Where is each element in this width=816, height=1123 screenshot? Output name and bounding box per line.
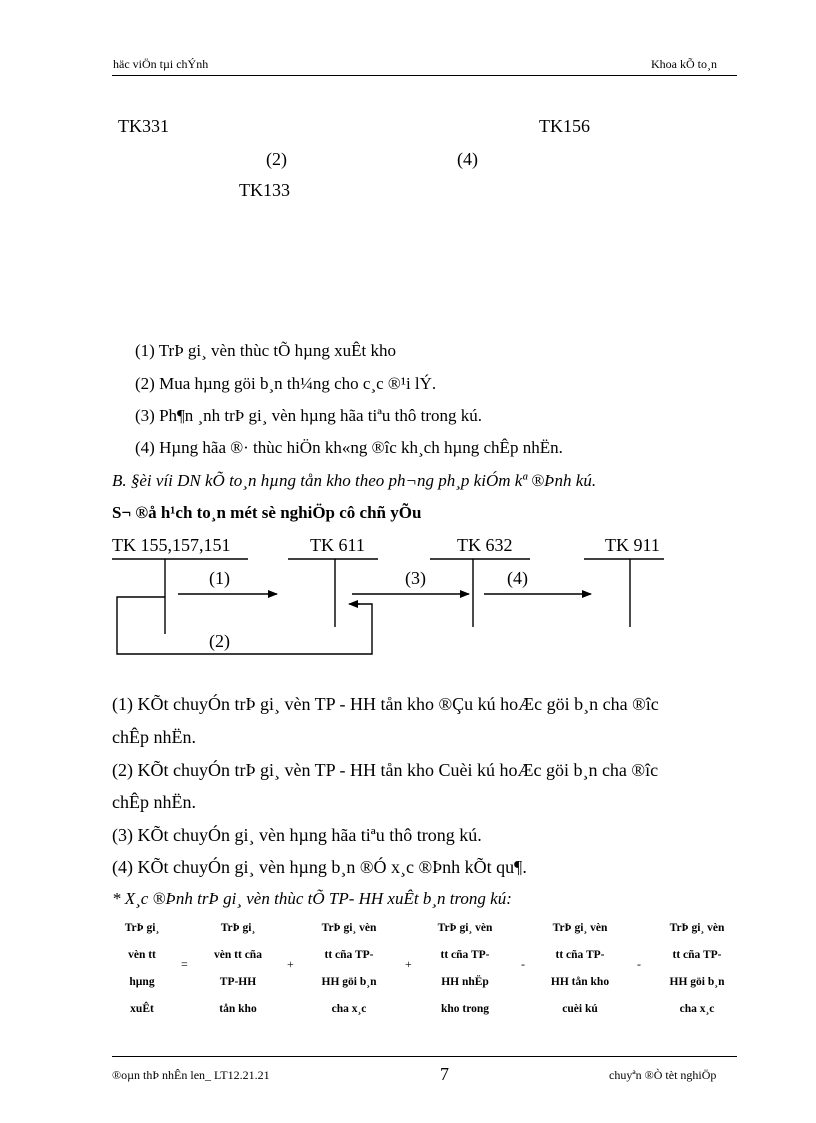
footer-left: ®oµn thÞ nhÊn len_ LT12.21.21 bbox=[112, 1068, 270, 1082]
top-note-3: (3) Ph¶n ¸nh trÞ gi¸ vèn hµng hãa tiªu thô trong kú. bbox=[135, 406, 483, 425]
note-4: (4) KÕt chuyÓn gi¸ vèn hµng b¸n ®Ó x¸c ®Þnh kÕt qu¶. bbox=[112, 857, 527, 877]
account-tk632: TK 632 bbox=[457, 535, 513, 555]
formula-term-2: TrÞ gi¸ vèn tt cña TP-HH tån kho bbox=[214, 922, 262, 1015]
top-note-4: (4) Hµng hãa ®· thùc hiÖn kh«ng ®îc kh¸ch hµng chÊp nhËn. bbox=[135, 438, 563, 457]
footer-right: chuyªn ®Ò tèt nghiÖp bbox=[609, 1068, 717, 1082]
header-left: häc viÖn tµi chÝnh bbox=[113, 57, 209, 71]
arrow-label-3: (3) bbox=[405, 568, 426, 588]
formula-term-6: TrÞ gi¸ vèn tt cña TP- HH göi b¸n cha x¸c bbox=[669, 922, 725, 1015]
note-1-line-1: (1) KÕt chuyÓn trÞ gi¸ vèn TP - HH tån kho ®Çu kú hoÆc göi b¸n cha ®îc bbox=[112, 694, 659, 714]
note-2-line-2: chÊp nhËn. bbox=[112, 792, 196, 812]
page-number: 7 bbox=[440, 1064, 449, 1084]
account-tk611: TK 611 bbox=[310, 535, 365, 555]
header-right: Khoa kÕ to¸n bbox=[651, 57, 717, 71]
arrow-label-1: (1) bbox=[209, 568, 230, 588]
formula-op-plus-2: + bbox=[405, 957, 412, 971]
formula-term-1: TrÞ gi¸ vèn tt hµng xuÊt bbox=[124, 922, 160, 1015]
entry-label-4: (4) bbox=[457, 149, 478, 169]
diagram-title: S¬ ®å h¹ch to¸n mét sè nghiÖp cô chñ yÕu bbox=[112, 503, 422, 522]
formula-term-5: TrÞ gi¸ vèn tt cña TP- HH tån kho cuèi kú bbox=[550, 922, 610, 1015]
formula-op-minus-2: - bbox=[637, 957, 641, 971]
formula-op-plus-1: + bbox=[287, 957, 294, 971]
formula-op-minus-1: - bbox=[521, 957, 525, 971]
arrow-label-2: (2) bbox=[209, 631, 230, 651]
account-tk156: TK156 bbox=[539, 116, 590, 136]
account-tk133: TK133 bbox=[239, 180, 290, 200]
note-3: (3) KÕt chuyÓn gi¸ vèn hµng hãa tiªu thô trong kú. bbox=[112, 825, 482, 845]
formula-term-3: TrÞ gi¸ vèn tt cña TP- HH göi b¸n cha x¸c bbox=[321, 922, 377, 1015]
formula-term-4: TrÞ gi¸ vèn tt cña TP- HH nhËp kho trong bbox=[437, 922, 493, 1015]
entry-label-2: (2) bbox=[266, 149, 287, 169]
account-tk155: TK 155,157,151 bbox=[112, 535, 231, 555]
formula-op-equals: = bbox=[181, 957, 188, 971]
note-2-line-1: (2) KÕt chuyÓn trÞ gi¸ vèn TP - HH tån kho Cuèi kú hoÆc göi b¸n cha ®îc bbox=[112, 760, 659, 780]
formula-title: * X¸c ®Þnh trÞ gi¸ vèn thùc tÕ TP- HH xuÊt b¸n trong kú: bbox=[112, 889, 512, 908]
account-tk331: TK331 bbox=[118, 116, 169, 136]
note-1-line-2: chÊp nhËn. bbox=[112, 727, 196, 747]
arrow-label-4: (4) bbox=[507, 568, 528, 588]
footer-rule bbox=[112, 1056, 737, 1057]
section-b-heading: B. §èi víi DN kÕ to¸n hµng tån kho theo ph¬ng ph¸p kiÓm kª ®Þnh kú. bbox=[112, 471, 597, 490]
account-tk911: TK 911 bbox=[605, 535, 660, 555]
top-note-2: (2) Mua hµng göi b¸n th¼ng cho c¸c ®¹i lÝ. bbox=[135, 374, 437, 393]
top-note-1: (1) TrÞ gi¸ vèn thùc tÕ hµng xuÊt kho bbox=[135, 341, 397, 360]
arrow-2-path bbox=[117, 597, 372, 654]
